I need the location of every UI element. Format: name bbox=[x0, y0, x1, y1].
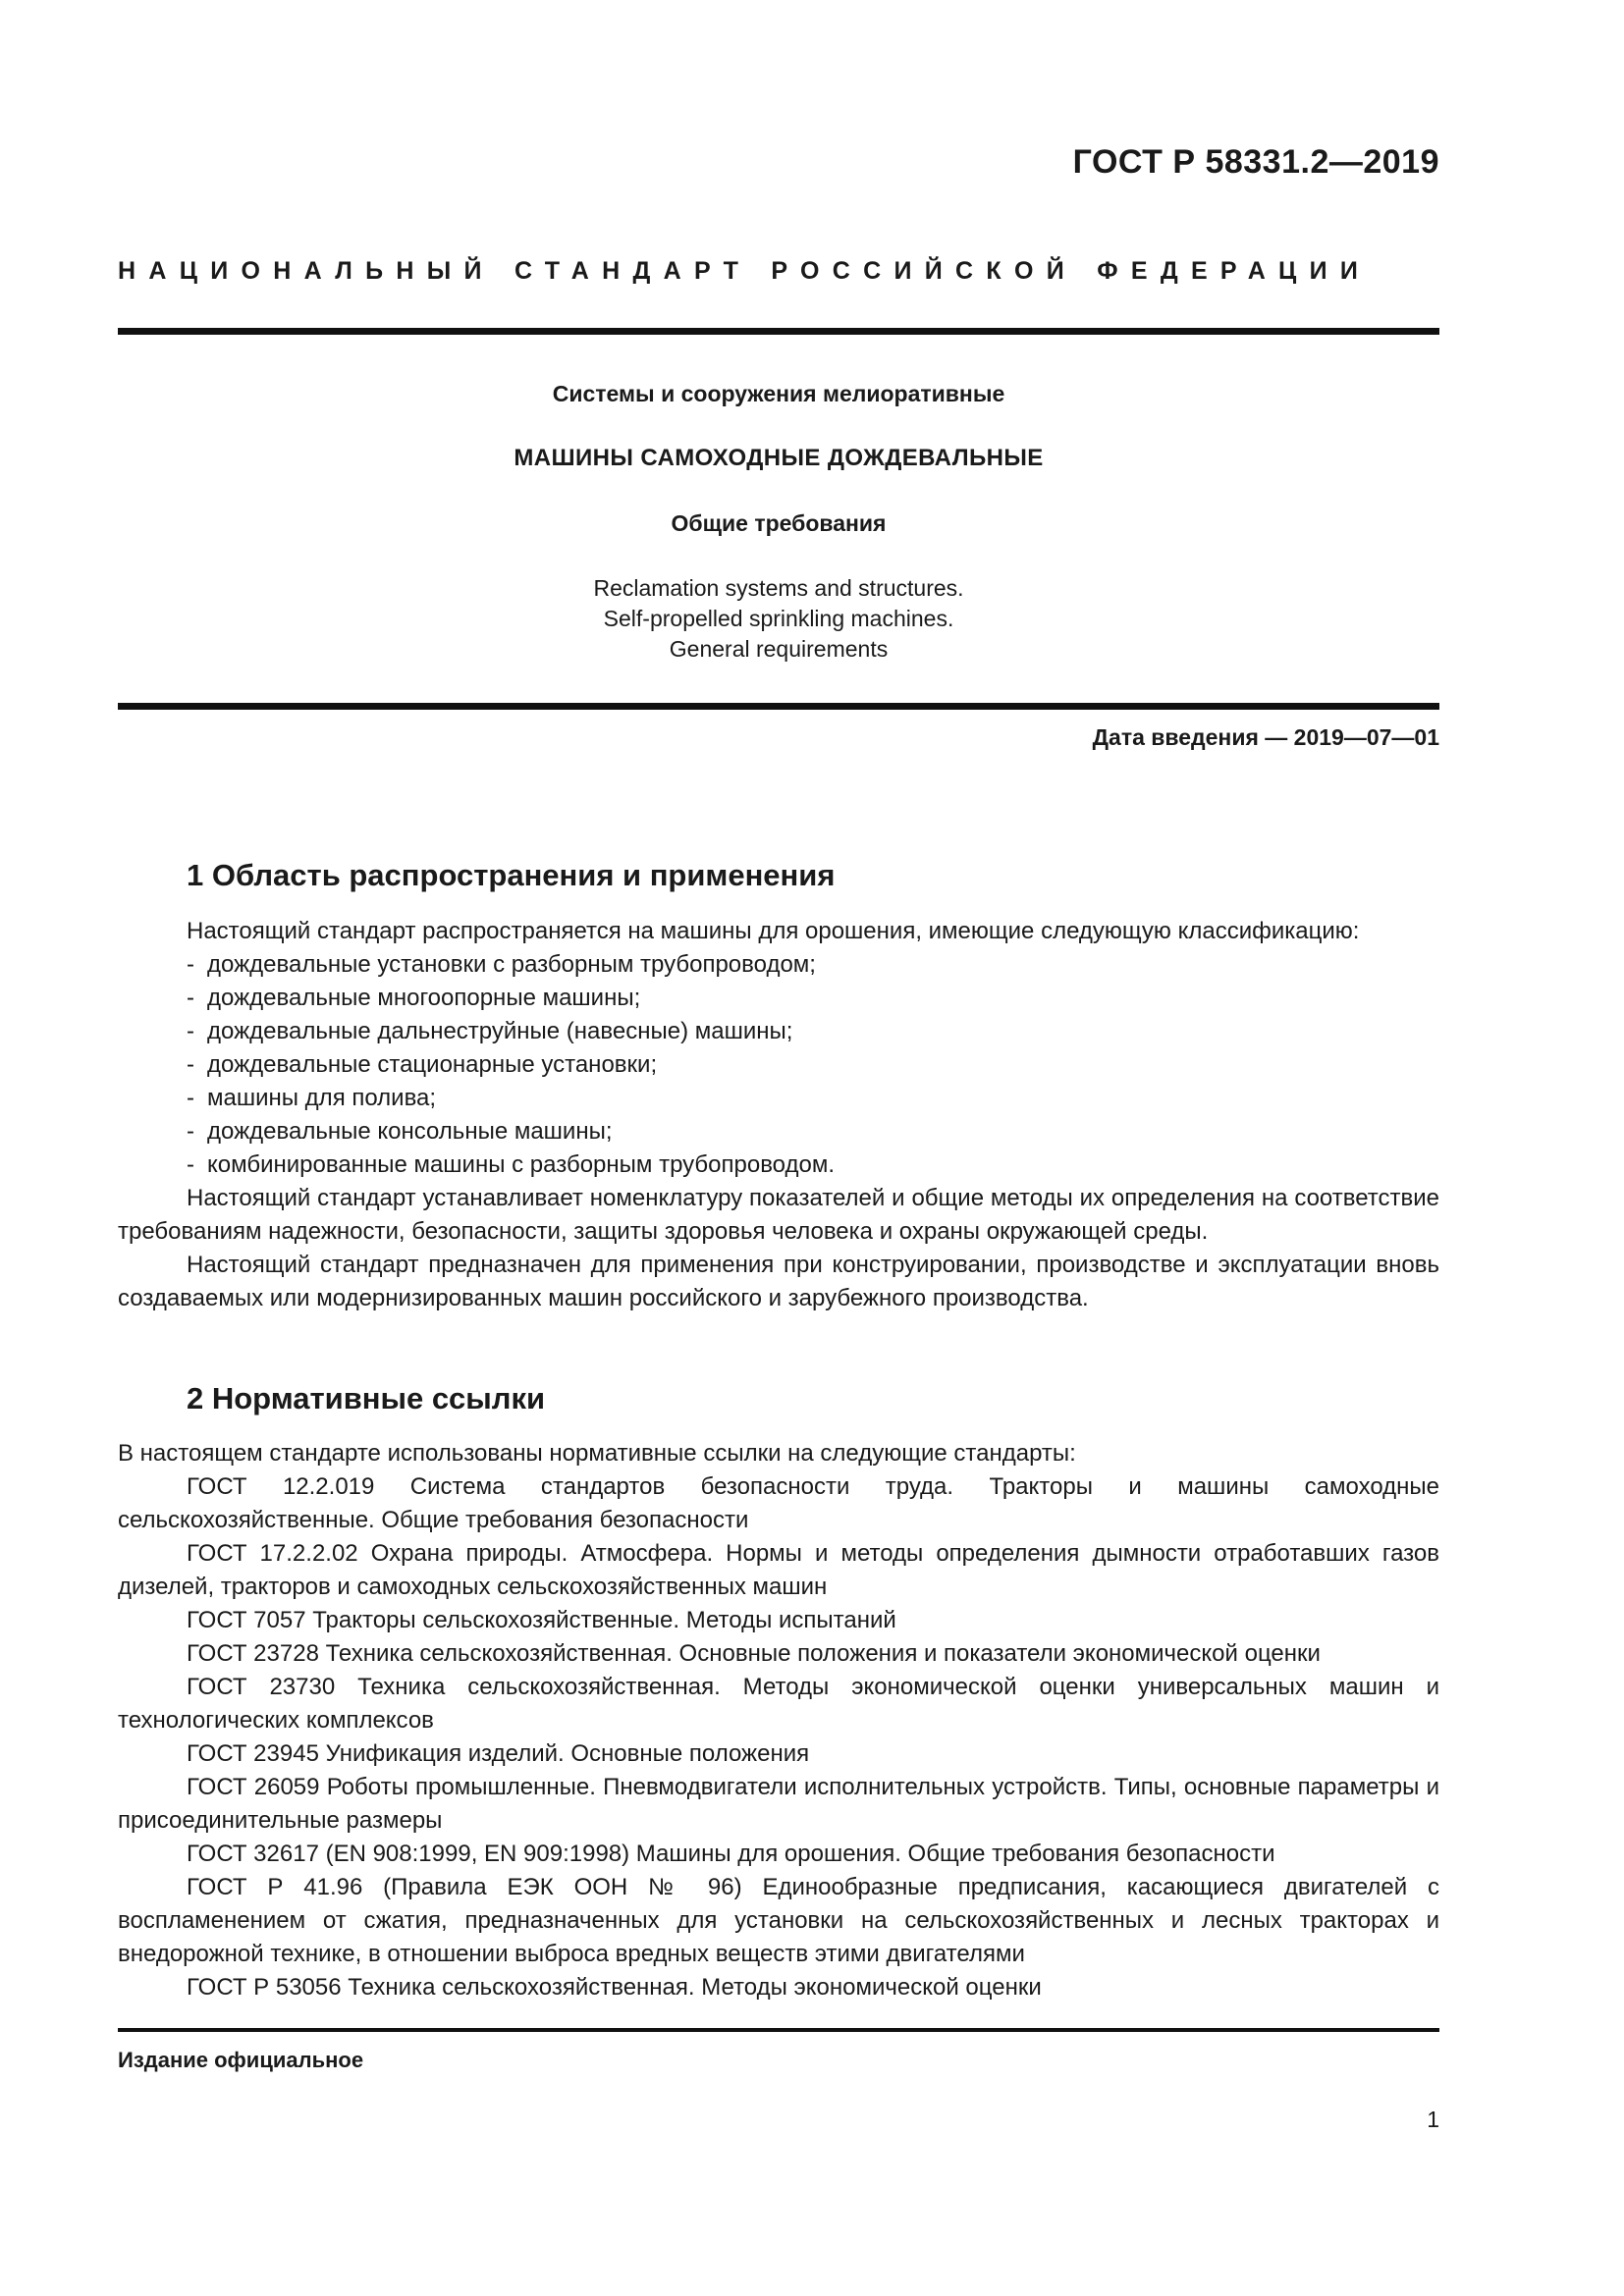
reference-item: ГОСТ 12.2.019 Система стандартов безопасности труда. Тракторы и машины самоходные сельскохозяйственные. Общие требования безопасности bbox=[118, 1473, 1439, 1533]
list-item: - дождевальные многоопорные машины; bbox=[187, 985, 641, 1011]
list-item: - дождевальные стационарные установки; bbox=[187, 1051, 658, 1078]
paragraph: Настоящий стандарт предназначен для применения при конструировании, производстве и эксплуатации вновь создаваемых или модернизированных машин российского и зарубежного производства. bbox=[118, 1252, 1439, 1311]
bottom-divider bbox=[118, 2028, 1439, 2032]
reference-item: ГОСТ 23728 Техника сельскохозяйственная. Основные положения и показатели экономической оценки bbox=[187, 1640, 1321, 1667]
section-2-body bbox=[118, 1437, 1439, 2004]
reference-item: ГОСТ Р 53056 Техника сельскохозяйственная. Методы экономической оценки bbox=[187, 1974, 1042, 2001]
document-page bbox=[118, 0, 1439, 2296]
middle-divider bbox=[118, 703, 1439, 710]
reference-item: ГОСТ 23945 Унификация изделий. Основные положения bbox=[187, 1740, 810, 1767]
reference-item: ГОСТ 26059 Роботы промышленные. Пневмодвигатели исполнительных устройств. Типы, основные параметры и присоединительные размеры bbox=[118, 1774, 1439, 1834]
reference-item: ГОСТ 23730 Техника сельскохозяйственная. Методы экономической оценки универсальных машин и технологических комплексов bbox=[118, 1674, 1439, 1734]
title-english bbox=[118, 573, 1439, 665]
standard-number: ГОСТ Р 58331.2—2019 bbox=[1072, 143, 1439, 181]
reference-item: ГОСТ 7057 Тракторы сельскохозяйственные. Методы испытаний bbox=[187, 1607, 896, 1633]
list-item: - машины для полива; bbox=[187, 1085, 437, 1111]
list-item: - комбинированные машины с разборным трубопроводом. bbox=[187, 1151, 836, 1178]
title-english-line: General requirements bbox=[669, 636, 889, 662]
section-1-body bbox=[118, 915, 1439, 1315]
title-sub: Общие требования bbox=[671, 510, 887, 536]
edition-label: Издание официальное bbox=[118, 2048, 364, 2072]
title-main: МАШИНЫ САМОХОДНЫЕ ДОЖДЕВАЛЬНЫЕ bbox=[514, 445, 1044, 471]
list-item: - дождевальные установки с разборным трубопроводом; bbox=[187, 951, 816, 978]
paragraph: Настоящий стандарт устанавливает номенклатуру показателей и общие методы их определения на соответствие требованиям надежности, безопасности, защиты здоровья человека и охраны окружающей среды. bbox=[118, 1185, 1439, 1245]
title-english-line: Self-propelled sprinkling machines. bbox=[603, 606, 954, 631]
list-item: - дождевальные консольные машины; bbox=[187, 1118, 613, 1145]
reference-item: ГОСТ 32617 (EN 908:1999, EN 909:1998) Машины для орошения. Общие требования безопасности bbox=[187, 1841, 1275, 1867]
paragraph: В настоящем стандарте использованы нормативные ссылки на следующие стандарты: bbox=[118, 1440, 1076, 1467]
page-number: 1 bbox=[1427, 2107, 1439, 2132]
introduction-date: Дата введения — 2019—07—01 bbox=[1092, 724, 1439, 750]
reference-item: ГОСТ Р 41.96 (Правила ЕЭК ООН № 96) Единообразные предписания, касающиеся двигателей с воспламенением от сжатия, предназначенных для установки на сельскохозяйственных и лесных тракторах и внедорожной технике, в отношении выброса вредных веществ этими двигателями bbox=[118, 1874, 1439, 1967]
national-standard-banner: НАЦИОНАЛЬНЫЙ СТАНДАРТ РОССИЙСКОЙ ФЕДЕРАЦИИ bbox=[118, 257, 1372, 285]
reference-item: ГОСТ 17.2.2.02 Охрана природы. Атмосфера. Нормы и методы определения дымности отработавших газов дизелей, тракторов и самоходных сельскохозяйственных машин bbox=[118, 1540, 1439, 1600]
list-item: - дождевальные дальнеструйные (навесные) машины; bbox=[187, 1018, 793, 1044]
paragraph: Настоящий стандарт распространяется на машины для орошения, имеющие следующую классификацию: bbox=[187, 918, 1360, 944]
section-1-heading: 1 Область распространения и применения bbox=[187, 858, 836, 892]
title-group: Системы и сооружения мелиоративные bbox=[552, 381, 1005, 406]
section-2-heading: 2 Нормативные ссылки bbox=[187, 1381, 546, 1415]
title-english-line: Reclamation systems and structures. bbox=[593, 575, 964, 601]
top-divider bbox=[118, 328, 1439, 335]
